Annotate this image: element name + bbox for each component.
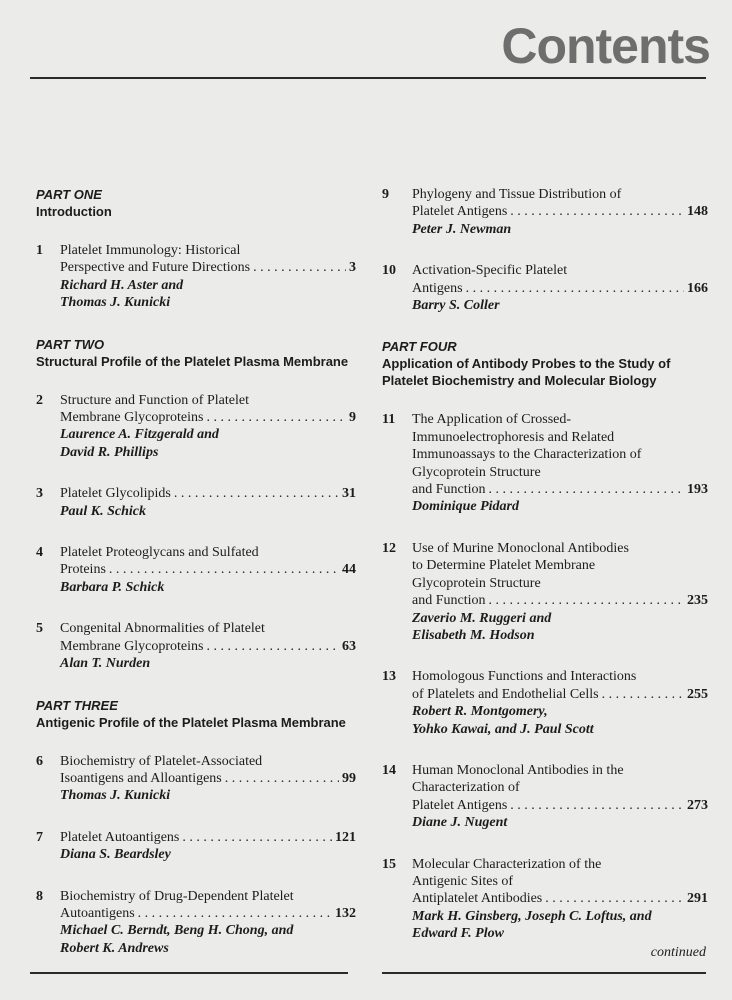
chapter-authors: Diane J. Nugent bbox=[412, 815, 508, 831]
chapter-number: 10 bbox=[382, 263, 396, 279]
chapter-title-last-line bbox=[412, 686, 708, 703]
chapter-title-last-line bbox=[60, 770, 356, 787]
chapter-entry[interactable] bbox=[36, 829, 356, 864]
chapter-title-line: The Application of Crossed- bbox=[412, 412, 572, 428]
dot-leader bbox=[206, 409, 346, 426]
chapter-authors: Dominique Pidard bbox=[412, 499, 519, 515]
chapter-number: 11 bbox=[382, 412, 396, 428]
chapter-title-line: Membrane Glycoproteins bbox=[60, 638, 204, 654]
chapter-number: 7 bbox=[36, 829, 43, 845]
part-title: Introduction bbox=[36, 204, 112, 219]
chapter-title-last-line bbox=[60, 409, 356, 426]
part-number: PART ONE bbox=[36, 187, 102, 202]
chapter-authors: Mark H. Ginsberg, Joseph C. Loftus, and bbox=[412, 908, 652, 924]
part-number: PART THREE bbox=[36, 697, 118, 713]
dot-leader bbox=[489, 481, 685, 498]
chapter-entry[interactable] bbox=[36, 485, 356, 520]
chapter-title-line: Molecular Characterization of the bbox=[412, 856, 602, 872]
chapter-title-last-line bbox=[412, 797, 708, 814]
chapter-title-line: Proteins bbox=[60, 562, 106, 578]
chapter-title-line: Characterization of bbox=[412, 780, 520, 796]
chapter-title-last-line bbox=[60, 485, 356, 502]
dot-leader bbox=[182, 829, 332, 846]
chapter-entry[interactable] bbox=[382, 762, 708, 832]
page-number: 9 bbox=[349, 410, 356, 426]
chapter-entry[interactable] bbox=[382, 186, 708, 238]
right-column bbox=[382, 186, 708, 967]
toc-part bbox=[382, 338, 708, 389]
bottom-rule-right bbox=[382, 972, 706, 974]
page-number: 3 bbox=[349, 260, 356, 276]
part-number: PART FOUR bbox=[382, 339, 457, 355]
page-number: 148 bbox=[687, 204, 708, 220]
chapter-entry[interactable] bbox=[36, 242, 356, 312]
dot-leader bbox=[109, 561, 339, 578]
dot-leader bbox=[253, 259, 346, 276]
chapter-title-line: Phylogeny and Tissue Distribution of bbox=[412, 187, 622, 202]
chapter-title-last-line bbox=[412, 592, 708, 609]
chapter-number: 2 bbox=[36, 392, 43, 408]
chapter-authors: Laurence A. Fitzgerald and bbox=[60, 427, 219, 443]
chapter-title-line: Platelet Immunology: Historical bbox=[60, 243, 241, 258]
chapter-title-line: Use of Murine Monoclonal Antibodies bbox=[412, 540, 629, 556]
dot-leader bbox=[206, 638, 339, 655]
chapter-entry[interactable] bbox=[382, 856, 708, 943]
bottom-rule-left bbox=[30, 972, 348, 974]
part-title: Antigenic Profile of the Platelet Plasma Membrane bbox=[36, 714, 346, 730]
chapter-authors: Barry S. Coller bbox=[412, 298, 500, 314]
top-rule bbox=[30, 77, 706, 79]
chapter-title-last-line bbox=[412, 481, 708, 498]
chapter-title-line: Platelet Autoantigens bbox=[60, 829, 180, 845]
chapter-authors: Barbara P. Schick bbox=[60, 579, 165, 595]
part-title: Structural Profile of the Platelet Plasma Membrane bbox=[36, 353, 349, 369]
part-title: Application of Antibody Probes to the Study of Platelet Biochemistry and Molecular Biology bbox=[382, 356, 671, 389]
dot-leader bbox=[545, 890, 684, 907]
chapter-authors: Michael C. Berndt, Beng H. Chong, and bbox=[60, 923, 294, 939]
chapter-authors: Thomas J. Kunicki bbox=[60, 295, 171, 311]
toc-part bbox=[36, 186, 356, 220]
chapter-title-line: Perspective and Future Directions bbox=[60, 260, 251, 276]
chapter-entry[interactable] bbox=[36, 544, 356, 596]
chapter-authors: Yohko Kawai, and J. Paul Scott bbox=[412, 721, 594, 737]
page-number: 63 bbox=[342, 638, 356, 654]
chapter-number: 1 bbox=[36, 243, 43, 258]
dot-leader bbox=[510, 203, 684, 220]
chapter-entry[interactable] bbox=[382, 262, 708, 314]
chapter-title-line: Membrane Glycoproteins bbox=[60, 410, 204, 426]
chapter-number: 13 bbox=[382, 669, 396, 685]
chapter-authors: Edward F. Plow bbox=[412, 926, 504, 942]
chapter-title-line: to Determine Platelet Membrane bbox=[412, 558, 596, 574]
chapter-title-line: Platelet Proteoglycans and Sulfated bbox=[60, 545, 259, 561]
chapter-title-last-line bbox=[60, 905, 356, 922]
part-number: PART TWO bbox=[36, 336, 105, 352]
chapter-authors: Elisabeth M. Hodson bbox=[412, 627, 535, 643]
page-number: 291 bbox=[687, 891, 708, 907]
dot-leader bbox=[466, 280, 684, 297]
page-number: 132 bbox=[335, 905, 356, 921]
page-number: 193 bbox=[687, 482, 708, 498]
left-column bbox=[36, 186, 356, 981]
chapter-title-last-line bbox=[60, 638, 356, 655]
page-number: 235 bbox=[687, 593, 708, 609]
page-number: 121 bbox=[335, 829, 356, 845]
chapter-title-last-line bbox=[412, 890, 708, 907]
chapter-authors: Peter J. Newman bbox=[412, 221, 512, 237]
chapter-title-last-line bbox=[60, 259, 356, 276]
chapter-title-line: Antigenic Sites of bbox=[412, 873, 514, 889]
chapter-title-line: Biochemistry of Drug-Dependent Platelet bbox=[60, 888, 294, 904]
chapter-authors: Robert R. Montgomery, bbox=[412, 704, 548, 720]
chapter-title-last-line bbox=[412, 203, 708, 220]
chapter-authors: Thomas J. Kunicki bbox=[60, 788, 171, 804]
chapter-title-line: of Platelets and Endothelial Cells bbox=[412, 686, 599, 702]
chapter-authors: Alan T. Nurden bbox=[60, 656, 151, 672]
chapter-number: 9 bbox=[382, 187, 389, 202]
dot-leader bbox=[174, 485, 339, 502]
dot-leader bbox=[602, 686, 684, 703]
dot-leader bbox=[489, 592, 685, 609]
chapter-number: 14 bbox=[382, 762, 396, 778]
chapter-entry[interactable] bbox=[36, 392, 356, 462]
chapter-entry[interactable] bbox=[382, 411, 708, 515]
chapter-entry[interactable] bbox=[382, 668, 708, 738]
chapter-title-line: Glycoprotein Structure bbox=[412, 575, 541, 591]
page-title: Contents bbox=[501, 18, 710, 74]
chapter-title-last-line bbox=[60, 829, 356, 846]
chapter-title-line: Glycoprotein Structure bbox=[412, 464, 541, 480]
chapter-title-line: Structure and Function of Platelet bbox=[60, 392, 249, 408]
chapter-authors: Robert K. Andrews bbox=[60, 940, 169, 956]
chapter-title-last-line bbox=[412, 280, 708, 297]
chapter-entry[interactable] bbox=[36, 888, 356, 958]
continued-note: continued bbox=[650, 945, 706, 960]
page-number: 166 bbox=[687, 280, 708, 296]
toc-part bbox=[36, 697, 356, 731]
chapter-title-line: Platelet Antigens bbox=[412, 797, 508, 813]
chapter-authors: Diana S. Beardsley bbox=[60, 847, 171, 863]
dot-leader bbox=[225, 770, 339, 787]
chapter-authors: David R. Phillips bbox=[60, 444, 159, 460]
chapter-number: 5 bbox=[36, 621, 43, 637]
chapter-title-line: and Function bbox=[412, 593, 486, 609]
chapter-authors: Richard H. Aster and bbox=[60, 277, 184, 293]
chapter-title-line: Isoantigens and Alloantigens bbox=[60, 770, 222, 786]
chapter-title-line: and Function bbox=[412, 482, 486, 498]
chapter-entry[interactable] bbox=[36, 620, 356, 672]
page-number: 44 bbox=[342, 562, 356, 578]
chapter-title-line: Platelet Antigens bbox=[412, 204, 508, 220]
chapter-title-line: Homologous Functions and Interactions bbox=[412, 669, 637, 685]
chapter-authors: Paul K. Schick bbox=[60, 503, 146, 519]
page-number: 99 bbox=[342, 770, 356, 786]
chapter-title-last-line bbox=[60, 561, 356, 578]
chapter-number: 8 bbox=[36, 888, 43, 904]
chapter-title-line: Biochemistry of Platelet-Associated bbox=[60, 753, 263, 769]
chapter-title-line: Activation-Specific Platelet bbox=[412, 263, 568, 279]
chapter-title-line: Immunoelectrophoresis and Related bbox=[412, 429, 615, 445]
chapter-title-line: Human Monoclonal Antibodies in the bbox=[412, 762, 624, 778]
toc-part bbox=[36, 336, 356, 370]
page-number: 273 bbox=[687, 797, 708, 813]
chapter-number: 15 bbox=[382, 856, 396, 872]
chapter-authors: Zaverio M. Ruggeri and bbox=[412, 610, 552, 626]
chapter-number: 3 bbox=[36, 486, 43, 502]
page-number: 31 bbox=[342, 486, 356, 502]
chapter-title-line: Antigens bbox=[412, 280, 463, 296]
dot-leader bbox=[510, 797, 684, 814]
dot-leader bbox=[138, 905, 332, 922]
chapter-title-line: Autoantigens bbox=[60, 905, 135, 921]
chapter-title-line: Immunoassays to the Characterization of bbox=[412, 447, 642, 463]
chapter-title-line: Platelet Glycolipids bbox=[60, 486, 171, 502]
chapter-title-line: Congenital Abnormalities of Platelet bbox=[60, 621, 265, 637]
page-number: 255 bbox=[687, 686, 708, 702]
chapter-entry[interactable] bbox=[36, 753, 356, 805]
chapter-title-line: Antiplatelet Antibodies bbox=[412, 891, 543, 907]
chapter-number: 4 bbox=[36, 545, 43, 561]
chapter-number: 6 bbox=[36, 753, 43, 769]
chapter-number: 12 bbox=[382, 540, 396, 556]
chapter-entry[interactable] bbox=[382, 540, 708, 644]
